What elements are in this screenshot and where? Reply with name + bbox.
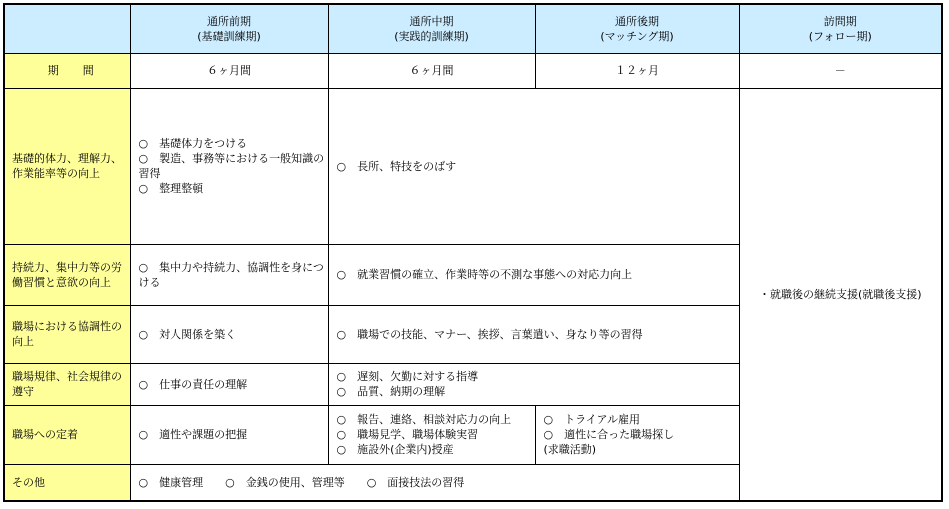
header-row — [4, 4, 942, 53]
row-work-habit-label: 持続力、集中力等の労働習慣と意欲の向上 — [4, 244, 130, 305]
period-mid: ６ヶ月間 — [328, 53, 535, 88]
row-basic-ability — [4, 88, 942, 244]
list-item: ○ トライアル雇用 — [543, 413, 640, 426]
row-other-label: その他 — [4, 464, 130, 501]
period-row — [4, 53, 942, 88]
row-work-habit-mid: ○ 就業習慣の確立、作業時等の不測な事態への対応力向上 — [328, 244, 739, 305]
list-item: ○ 適性に合った職場探し — [543, 428, 675, 441]
list-item: ○ 報告、連絡、相談対応力の向上 — [336, 413, 512, 426]
row-retention-mid — [328, 405, 535, 464]
list-item: ○ 基礎体力をつける — [138, 137, 248, 150]
header-late-sub: (マッチング期) — [600, 29, 674, 43]
header-corner — [4, 4, 130, 53]
row-discipline-label: 職場規律、社会規律の遵守 — [4, 363, 130, 405]
visit-support-text: ・就職後の継続支援(就職後支援) — [758, 287, 922, 301]
header-mid-phase — [328, 4, 535, 53]
row-work-habit-early: ○ 集中力や持続力、協調性を身につける — [130, 244, 328, 305]
list-item: (求職活動) — [543, 443, 597, 456]
period-visit: － — [739, 53, 942, 88]
list-item: ○ 施設外(企業内)授産 — [336, 443, 454, 456]
row-retention-early: ○ 適性や課題の把握 — [130, 405, 328, 464]
row-cooperation-mid: ○ 職場での技能、マナー、挨拶、言葉遣い、身なり等の習得 — [328, 305, 739, 363]
row-cooperation-label: 職場における協調性の向上 — [4, 305, 130, 363]
row-other-content: ○ 健康管理 ○ 金銭の使用、管理等 ○ 面接技法の習得 — [130, 464, 739, 501]
list-item: ○ 品質、納期の理解 — [336, 385, 446, 398]
period-label: 期間 — [47, 64, 118, 77]
header-late-name: 通所後期 — [615, 14, 659, 28]
row-retention-late — [535, 405, 739, 464]
header-early-name: 通所前期 — [207, 14, 251, 28]
header-visit-name: 訪問期 — [823, 14, 857, 28]
row-basic-ability-label: 基礎的体力、理解力、作業能率等の向上 — [4, 88, 130, 244]
header-early-sub: (基礎訓練期) — [197, 29, 261, 43]
support-plan-table-frame — [3, 3, 941, 504]
list-item: ○ 製造、事務等における一般知識の習得 — [138, 152, 325, 180]
header-late-phase — [535, 4, 739, 53]
header-visit-phase — [739, 4, 942, 53]
row-basic-ability-mid: ○ 長所、特技をのばす — [328, 88, 739, 244]
list-item: ○ 職場見学、職場体験実習 — [336, 428, 479, 441]
header-mid-name: 通所中期 — [409, 14, 454, 28]
header-mid-sub: (実践的訓練期) — [394, 29, 469, 43]
row-discipline-mid — [328, 363, 739, 405]
period-early: ６ヶ月間 — [130, 53, 328, 88]
row-basic-ability-early — [130, 88, 328, 244]
period-label-cell — [4, 53, 130, 88]
header-early-phase — [130, 4, 328, 53]
header-visit-sub: (フォロー期) — [808, 29, 872, 43]
visit-support-cell — [739, 88, 942, 501]
list-item: ○ 整理整頓 — [138, 182, 204, 195]
list-item: ○ 遅刻、欠勤に対する指導 — [336, 370, 479, 383]
row-discipline-early: ○ 仕事の責任の理解 — [130, 363, 328, 405]
period-late: １２ヶ月 — [535, 53, 739, 88]
row-cooperation-early: ○ 対人関係を築く — [130, 305, 328, 363]
support-plan-table — [3, 3, 943, 502]
row-retention-label: 職場への定着 — [4, 405, 130, 464]
